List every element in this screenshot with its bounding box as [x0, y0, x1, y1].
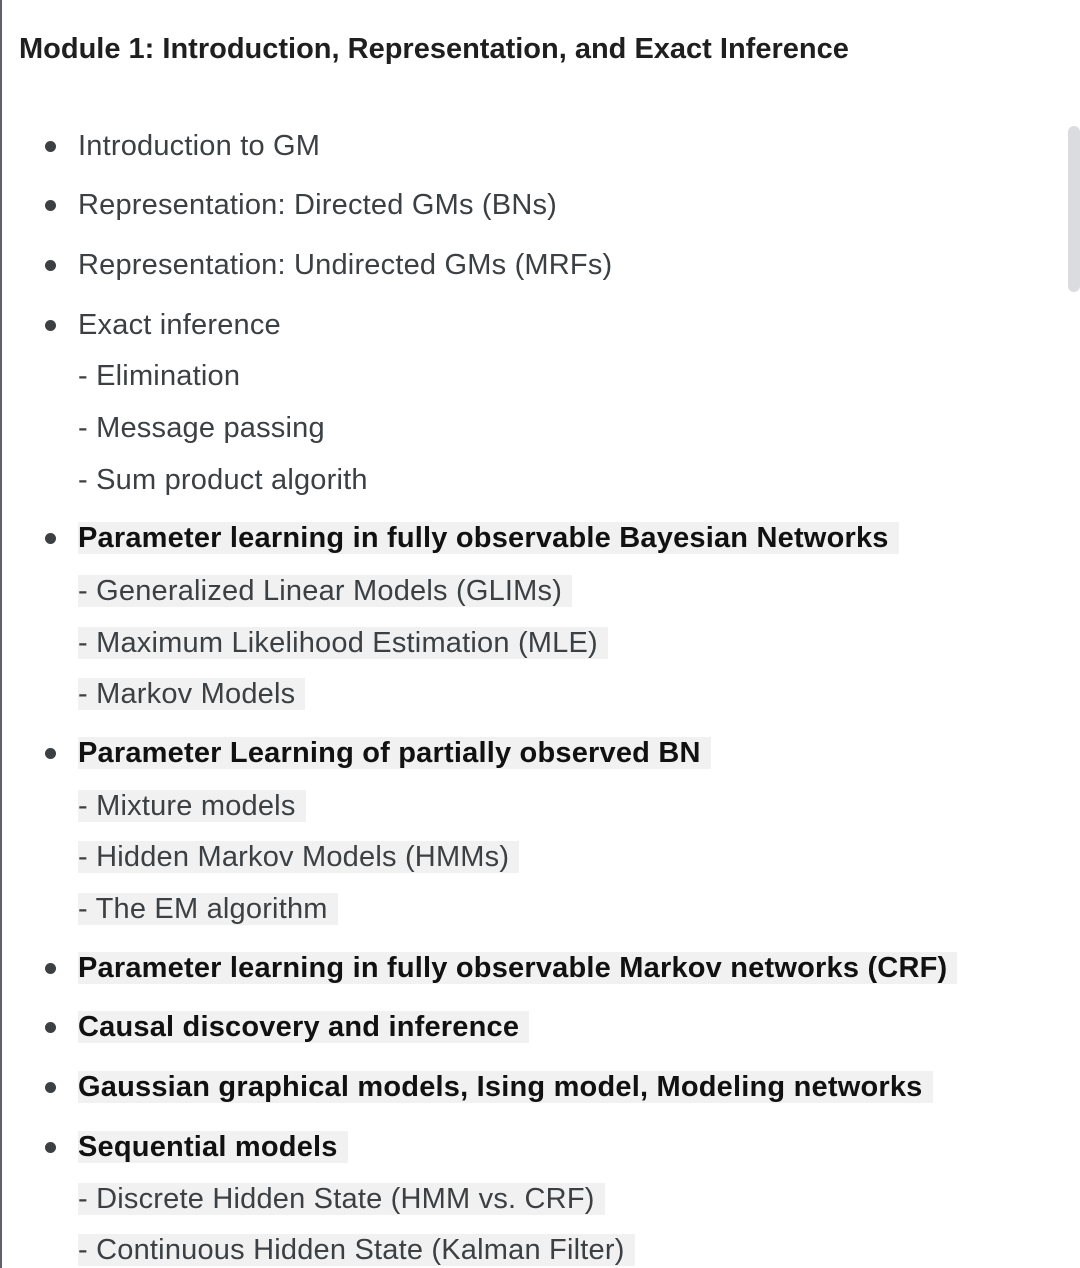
- sub-item-label: - Sum product algorith: [78, 464, 368, 496]
- list-item-directed: [78, 187, 565, 223]
- list-item-label: Exact inference: [78, 309, 281, 341]
- scrollbar-thumb[interactable]: [1068, 126, 1080, 292]
- bullet-icon: [45, 963, 56, 974]
- sub-item-label: - Message passing: [78, 412, 325, 444]
- sub-item: [78, 1232, 635, 1268]
- sub-item-label: - Hidden Markov Models (HMMs): [78, 841, 519, 873]
- sub-item-label: - Continuous Hidden State (Kalman Filter): [78, 1234, 635, 1266]
- list-item-parameter-learning-bn: [78, 520, 899, 556]
- sub-item: [78, 788, 306, 824]
- sub-item-label: - Markov Models: [78, 678, 305, 710]
- bullet-icon: [45, 320, 56, 331]
- sub-item: [78, 462, 376, 498]
- list-item-label: Introduction to GM: [78, 130, 321, 162]
- list-item-markov-networks-crf: [78, 950, 957, 986]
- sub-item-label: - Elimination: [78, 360, 241, 392]
- sub-item-label: - Mixture models: [78, 790, 306, 822]
- module-title: Module 1: Introduction, Representation, and Exact Inference: [19, 33, 849, 65]
- sub-item: [78, 891, 338, 927]
- list-item-label: Representation: Undirected GMs (MRFs): [78, 249, 613, 281]
- list-item-label: Representation: Directed GMs (BNs): [78, 189, 558, 221]
- list-item-sequential-models: [78, 1129, 348, 1165]
- sub-item: [78, 625, 608, 661]
- sub-item: [78, 1181, 605, 1217]
- sub-item: [78, 573, 572, 609]
- bullet-icon: [45, 141, 56, 152]
- list-item-label: Gaussian graphical models, Ising model, Modeling networks: [78, 1071, 933, 1103]
- list-item-label: Parameter Learning of partially observed BN: [78, 737, 711, 769]
- list-item-gaussian-models: [78, 1069, 933, 1105]
- list-item-exact-inference: [78, 307, 289, 343]
- list-item-partially-observed-bn: [78, 735, 711, 771]
- list-item-label: Parameter learning in fully observable Bayesian Networks: [78, 522, 899, 554]
- sub-item-label: - The EM algorithm: [78, 893, 338, 925]
- sub-item: [78, 839, 519, 875]
- list-item-label: Parameter learning in fully observable Markov networks (CRF): [78, 952, 957, 984]
- list-item-label: Causal discovery and inference: [78, 1011, 529, 1043]
- list-item-causal-discovery: [78, 1009, 529, 1045]
- sub-item: [78, 676, 305, 712]
- bullet-icon: [45, 1082, 56, 1093]
- sub-item-label: - Generalized Linear Models (GLIMs): [78, 575, 572, 607]
- list-item-introduction: [78, 128, 328, 164]
- bullet-icon: [45, 533, 56, 544]
- bullet-icon: [45, 1142, 56, 1153]
- sub-item: [78, 410, 333, 446]
- bullet-icon: [45, 1022, 56, 1033]
- list-item-undirected: [78, 247, 620, 283]
- sub-item-label: - Discrete Hidden State (HMM vs. CRF): [78, 1183, 605, 1215]
- left-border: [0, 0, 2, 1268]
- bullet-icon: [45, 200, 56, 211]
- bullet-icon: [45, 260, 56, 271]
- list-item-label: Sequential models: [78, 1131, 348, 1163]
- sub-item-label: - Maximum Likelihood Estimation (MLE): [78, 627, 608, 659]
- sub-item: [78, 358, 248, 394]
- bullet-icon: [45, 748, 56, 759]
